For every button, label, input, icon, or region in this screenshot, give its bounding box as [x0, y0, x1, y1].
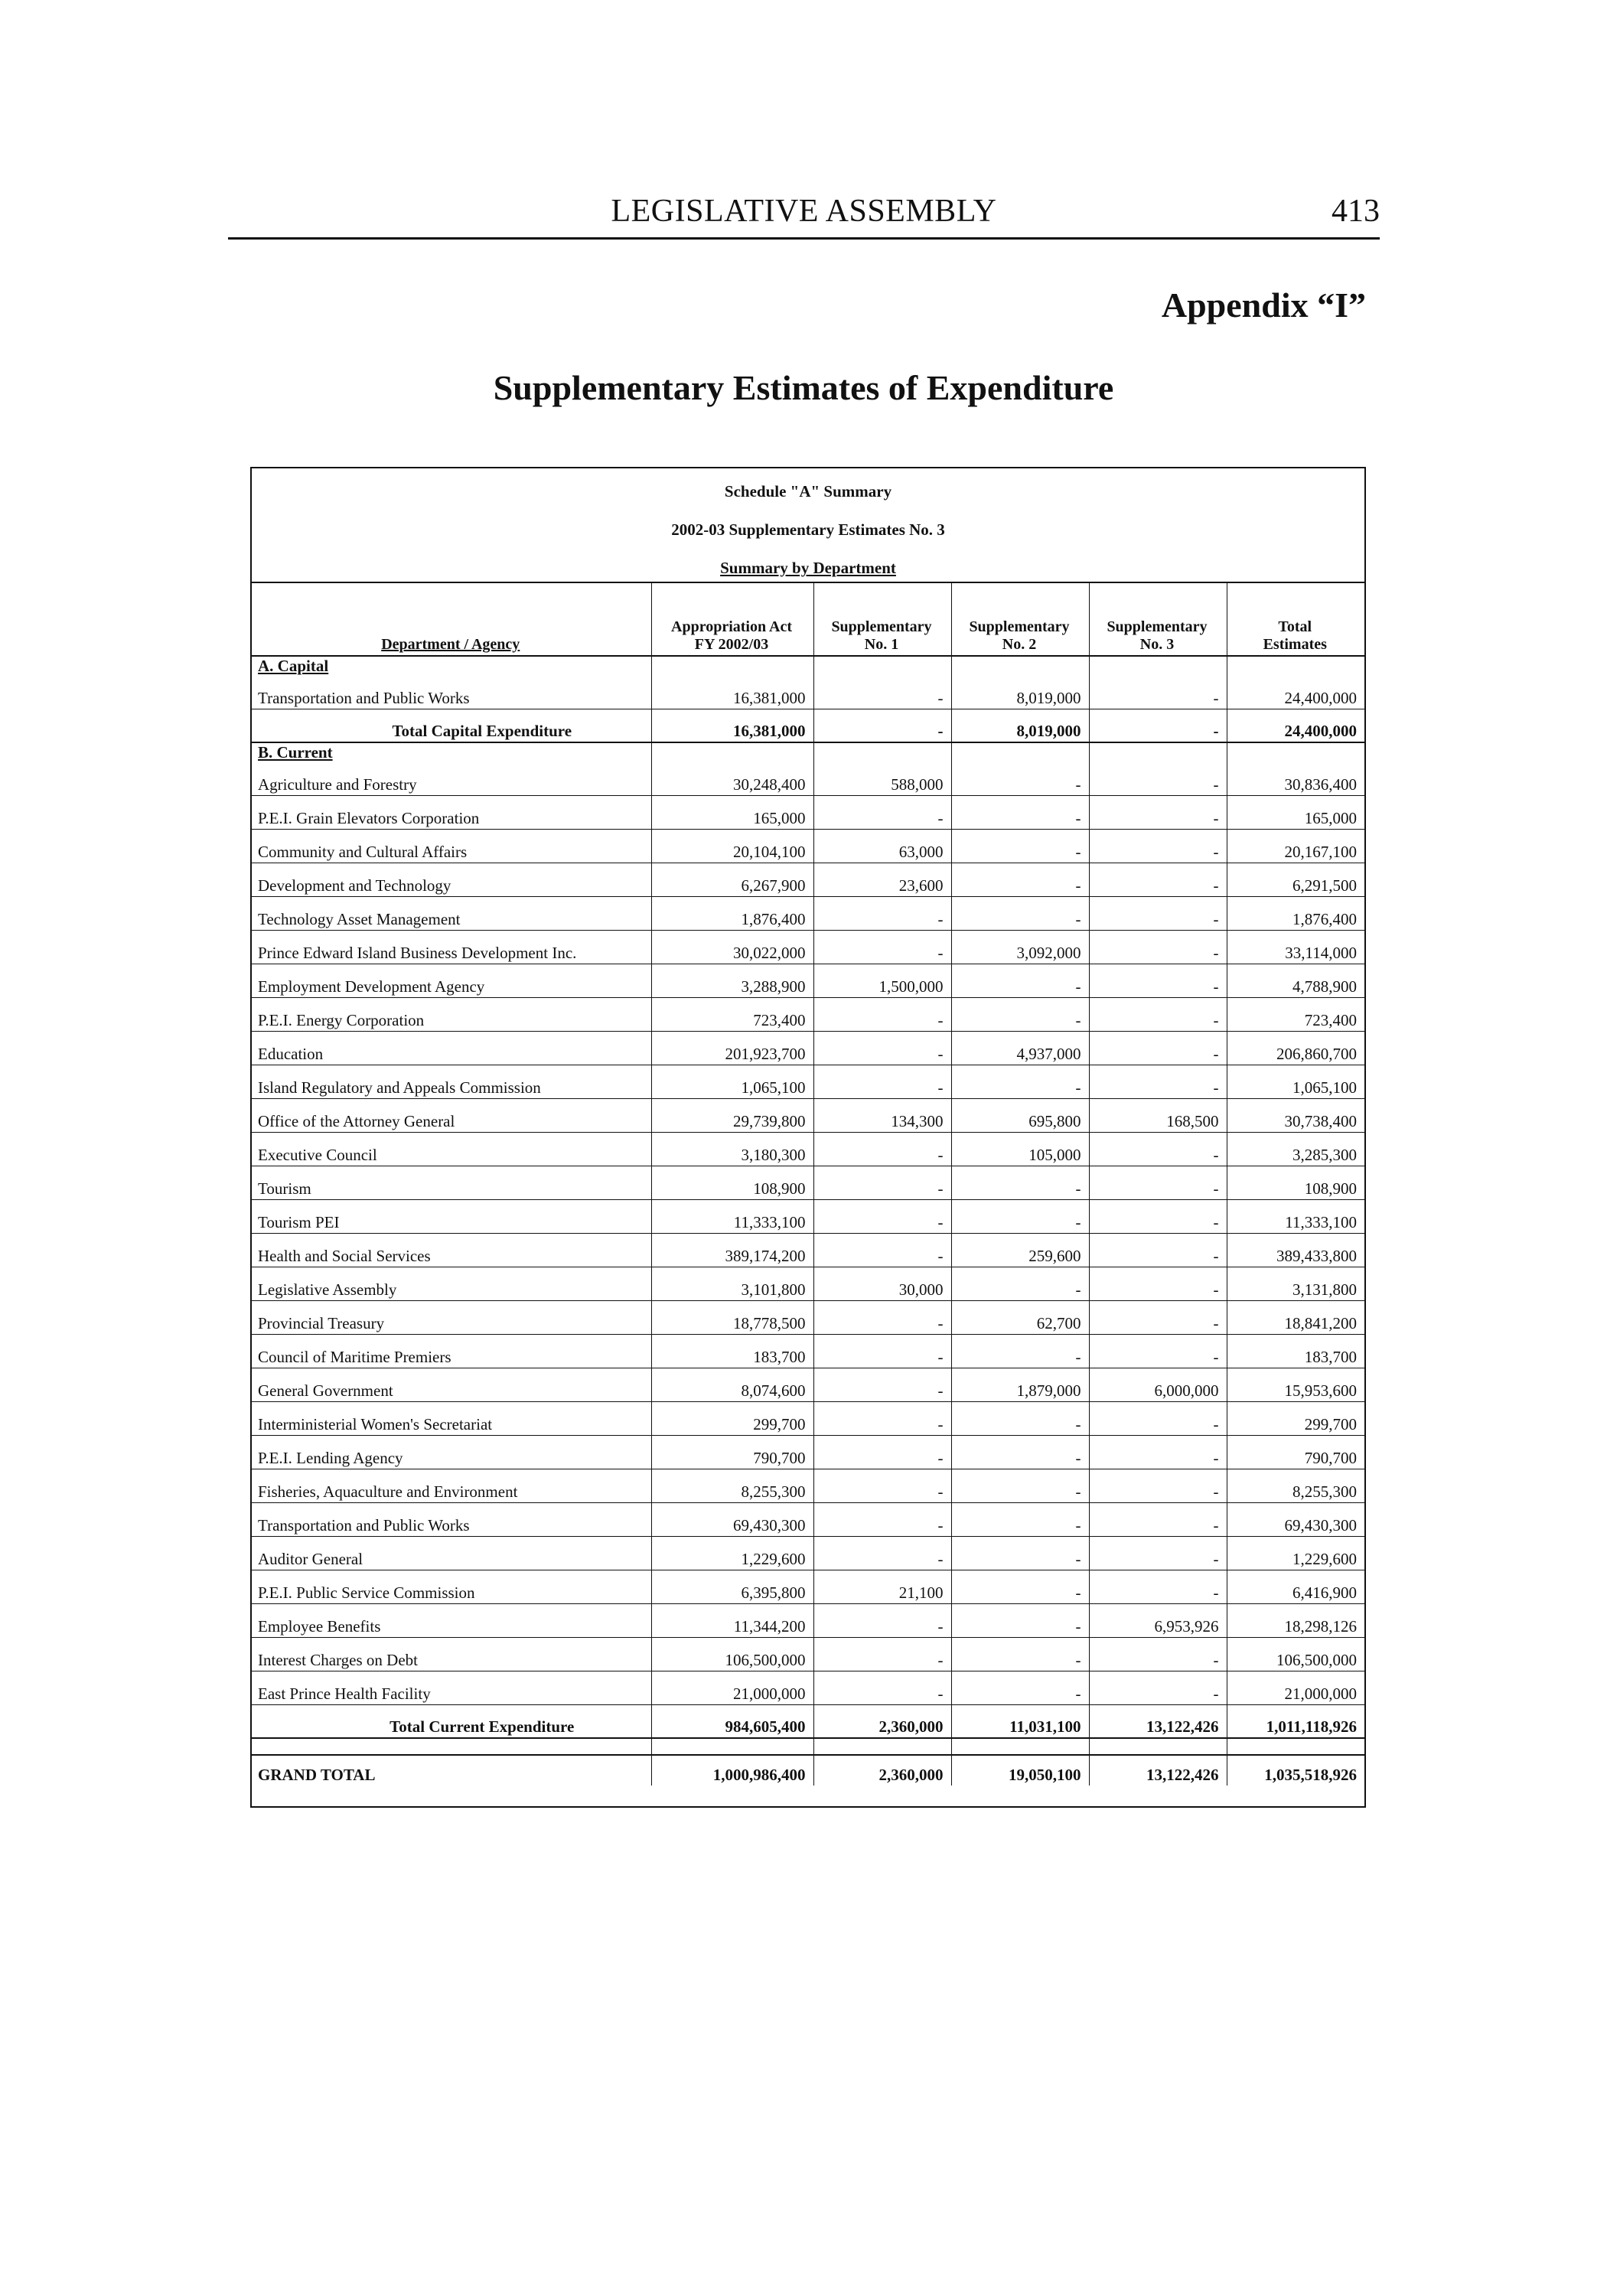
supplementary-3-cell: - [1089, 1570, 1227, 1603]
table-body [252, 656, 1364, 1786]
appropriation-cell: 984,605,400 [651, 1704, 813, 1738]
total-estimates-cell: 1,229,600 [1227, 1536, 1364, 1570]
column-header-supplementary-2: Supplementary No. 2 [951, 582, 1089, 656]
department-cell: Development and Technology [252, 863, 651, 896]
total-estimates-cell: 21,000,000 [1227, 1671, 1364, 1704]
supplementary-2-cell: - [951, 1401, 1089, 1435]
total-estimates-cell: 165,000 [1227, 795, 1364, 829]
department-cell: Education [252, 1031, 651, 1065]
department-cell: Auditor General [252, 1536, 651, 1570]
total-estimates-cell: 1,876,400 [1227, 896, 1364, 930]
supplementary-2-cell: 4,937,000 [951, 1031, 1089, 1065]
appropriation-cell: 16,381,000 [651, 677, 813, 709]
appropriation-cell: 29,739,800 [651, 1098, 813, 1132]
total-estimates-cell: 3,131,800 [1227, 1267, 1364, 1300]
department-cell: Total Current Expenditure [252, 1704, 651, 1738]
supplementary-2-cell: 11,031,100 [951, 1704, 1089, 1738]
appropriation-cell: 389,174,200 [651, 1233, 813, 1267]
supplementary-1-cell: - [813, 1233, 951, 1267]
table-row [252, 1065, 1364, 1098]
supplementary-2-cell: - [951, 896, 1089, 930]
table-header-row [252, 582, 1364, 656]
supplementary-3-cell: - [1089, 997, 1227, 1031]
table-row [252, 829, 1364, 863]
supplementary-1-cell: 63,000 [813, 829, 951, 863]
department-cell: Community and Cultural Affairs [252, 829, 651, 863]
supplementary-3-cell: - [1089, 1637, 1227, 1671]
empty-cell [813, 1738, 951, 1755]
supplementary-3-cell: - [1089, 829, 1227, 863]
appropriation-cell: 8,255,300 [651, 1469, 813, 1502]
appropriation-cell: 6,267,900 [651, 863, 813, 896]
table-row [252, 1267, 1364, 1300]
supplementary-2-cell: - [951, 1334, 1089, 1368]
department-cell: Tourism [252, 1166, 651, 1199]
department-cell: Transportation and Public Works [252, 1502, 651, 1536]
supplementary-2-cell: - [951, 1267, 1089, 1300]
total-estimates-cell: 18,298,126 [1227, 1603, 1364, 1637]
supplementary-1-cell: 30,000 [813, 1267, 951, 1300]
appropriation-cell: 108,900 [651, 1166, 813, 1199]
empty-cell [651, 742, 813, 763]
appropriation-cell: 183,700 [651, 1334, 813, 1368]
estimates-table-frame [250, 467, 1366, 1808]
empty-cell [1227, 742, 1364, 763]
supplementary-3-cell: - [1089, 1267, 1227, 1300]
total-estimates-cell: 183,700 [1227, 1334, 1364, 1368]
supplementary-1-cell: - [813, 1368, 951, 1401]
supplementary-2-cell: - [951, 1637, 1089, 1671]
table-row [252, 795, 1364, 829]
supplementary-3-cell: - [1089, 1671, 1227, 1704]
supplementary-3-cell: - [1089, 863, 1227, 896]
table-row [252, 763, 1364, 795]
supplementary-2-cell: 62,700 [951, 1300, 1089, 1334]
supplementary-3-cell: - [1089, 1065, 1227, 1098]
supplementary-3-cell: - [1089, 1031, 1227, 1065]
appropriation-cell: 3,180,300 [651, 1132, 813, 1166]
supplementary-2-cell: 3,092,000 [951, 930, 1089, 964]
appropriation-cell: 20,104,100 [651, 829, 813, 863]
appropriation-cell: 30,022,000 [651, 930, 813, 964]
appropriation-cell: 11,344,200 [651, 1603, 813, 1637]
total-estimates-cell: 389,433,800 [1227, 1233, 1364, 1267]
schedule-subtitle: 2002-03 Supplementary Estimates No. 3 [671, 520, 945, 539]
department-cell: P.E.I. Grain Elevators Corporation [252, 795, 651, 829]
table-row [252, 1199, 1364, 1233]
supplementary-2-cell: - [951, 1065, 1089, 1098]
estimates-table [252, 582, 1364, 1786]
grand-total-row [252, 1755, 1364, 1786]
appropriation-cell: 790,700 [651, 1435, 813, 1469]
supplementary-3-cell: 6,000,000 [1089, 1368, 1227, 1401]
supplementary-2-cell: 105,000 [951, 1132, 1089, 1166]
appropriation-cell: 69,430,300 [651, 1502, 813, 1536]
total-estimates-cell: 723,400 [1227, 997, 1364, 1031]
supplementary-1-cell: 21,100 [813, 1570, 951, 1603]
supplementary-1-cell: 23,600 [813, 863, 951, 896]
supplementary-1-cell: - [813, 1435, 951, 1469]
appropriation-cell: 8,074,600 [651, 1368, 813, 1401]
running-title: LEGISLATIVE ASSEMBLY [611, 194, 997, 229]
spacer-row [252, 1738, 1364, 1755]
department-cell: Tourism PEI [252, 1199, 651, 1233]
table-row [252, 863, 1364, 896]
supplementary-3-cell: 6,953,926 [1089, 1603, 1227, 1637]
total-estimates-cell: 11,333,100 [1227, 1199, 1364, 1233]
section-heading-capital-label: A. Capital [258, 657, 329, 675]
supplementary-1-cell: - [813, 1199, 951, 1233]
supplementary-3-cell: - [1089, 1334, 1227, 1368]
supplementary-2-cell: - [951, 1435, 1089, 1469]
empty-cell [1227, 656, 1364, 677]
supplementary-1-cell: 2,360,000 [813, 1755, 951, 1786]
supplementary-3-cell: - [1089, 1132, 1227, 1166]
supplementary-2-cell: - [951, 1603, 1089, 1637]
supplementary-3-cell: - [1089, 1469, 1227, 1502]
column-header-total: Total Estimates [1227, 582, 1364, 656]
total-estimates-cell: 3,285,300 [1227, 1132, 1364, 1166]
department-cell: Interest Charges on Debt [252, 1637, 651, 1671]
total-estimates-cell: 30,738,400 [1227, 1098, 1364, 1132]
supplementary-2-cell: - [951, 1502, 1089, 1536]
supplementary-2-cell: - [951, 1536, 1089, 1570]
table-row [252, 896, 1364, 930]
empty-cell [252, 1738, 651, 1755]
table-row [252, 1233, 1364, 1267]
appropriation-cell: 1,000,986,400 [651, 1755, 813, 1786]
total-estimates-cell: 4,788,900 [1227, 964, 1364, 997]
supplementary-3-cell: - [1089, 964, 1227, 997]
empty-cell [651, 656, 813, 677]
supplementary-2-cell: - [951, 829, 1089, 863]
supplementary-2-cell: 1,879,000 [951, 1368, 1089, 1401]
appropriation-cell: 1,876,400 [651, 896, 813, 930]
empty-cell [951, 742, 1089, 763]
total-estimates-cell: 33,114,000 [1227, 930, 1364, 964]
supplementary-2-cell: 8,019,000 [951, 709, 1089, 742]
table-row [252, 1166, 1364, 1199]
department-cell: Total Capital Expenditure [252, 709, 651, 742]
department-cell: Employment Development Agency [252, 964, 651, 997]
table-row [252, 997, 1364, 1031]
department-cell: P.E.I. Public Service Commission [252, 1570, 651, 1603]
supplementary-3-cell: 13,122,426 [1089, 1755, 1227, 1786]
supplementary-1-cell: - [813, 1334, 951, 1368]
table-row [252, 1401, 1364, 1435]
supplementary-3-cell: - [1089, 1166, 1227, 1199]
supplementary-1-cell: - [813, 1031, 951, 1065]
supplementary-1-cell: - [813, 1502, 951, 1536]
appropriation-cell: 106,500,000 [651, 1637, 813, 1671]
supplementary-2-cell: 19,050,100 [951, 1755, 1089, 1786]
supplementary-3-cell: - [1089, 1300, 1227, 1334]
department-cell: Legislative Assembly [252, 1267, 651, 1300]
table-row [252, 964, 1364, 997]
department-cell: Executive Council [252, 1132, 651, 1166]
total-estimates-cell: 790,700 [1227, 1435, 1364, 1469]
empty-cell [813, 656, 951, 677]
supplementary-1-cell: - [813, 795, 951, 829]
column-header-department: Department / Agency [252, 582, 651, 656]
department-cell: Agriculture and Forestry [252, 763, 651, 795]
column-header-appropriation: Appropriation Act FY 2002/03 [651, 582, 813, 656]
empty-cell [1089, 1738, 1227, 1755]
appropriation-cell: 3,288,900 [651, 964, 813, 997]
supplementary-3-cell: - [1089, 763, 1227, 795]
schedule-summary-label: Summary by Department [720, 559, 896, 577]
appropriation-cell: 11,333,100 [651, 1199, 813, 1233]
table-row [252, 1368, 1364, 1401]
total-estimates-cell: 20,167,100 [1227, 829, 1364, 863]
department-cell: Interministerial Women's Secretariat [252, 1401, 651, 1435]
supplementary-1-cell: - [813, 896, 951, 930]
column-header-supplementary-3: Supplementary No. 3 [1089, 582, 1227, 656]
total-estimates-cell: 1,065,100 [1227, 1065, 1364, 1098]
supplementary-2-cell: - [951, 1671, 1089, 1704]
department-cell: Transportation and Public Works [252, 677, 651, 709]
supplementary-1-cell: 134,300 [813, 1098, 951, 1132]
total-estimates-cell: 24,400,000 [1227, 677, 1364, 709]
total-estimates-cell: 8,255,300 [1227, 1469, 1364, 1502]
supplementary-1-cell: - [813, 1603, 951, 1637]
empty-cell [651, 1738, 813, 1755]
department-cell: P.E.I. Lending Agency [252, 1435, 651, 1469]
supplementary-2-cell: - [951, 997, 1089, 1031]
table-row [252, 1469, 1364, 1502]
supplementary-3-cell: - [1089, 677, 1227, 709]
department-cell: East Prince Health Facility [252, 1671, 651, 1704]
total-estimates-cell: 30,836,400 [1227, 763, 1364, 795]
supplementary-2-cell: - [951, 763, 1089, 795]
table-row [252, 1603, 1364, 1637]
appropriation-cell: 30,248,400 [651, 763, 813, 795]
appendix-label: Appendix “I” [1161, 285, 1366, 325]
supplementary-1-cell: - [813, 1401, 951, 1435]
supplementary-3-cell: - [1089, 795, 1227, 829]
table-row [252, 1300, 1364, 1334]
appropriation-cell: 6,395,800 [651, 1570, 813, 1603]
total-capital-row [252, 709, 1364, 742]
table-row [252, 1637, 1364, 1671]
supplementary-3-cell: - [1089, 1233, 1227, 1267]
supplementary-1-cell: - [813, 1536, 951, 1570]
appropriation-cell: 16,381,000 [651, 709, 813, 742]
supplementary-1-cell: - [813, 1469, 951, 1502]
department-cell: GRAND TOTAL [258, 1766, 376, 1784]
appropriation-cell: 1,229,600 [651, 1536, 813, 1570]
appropriation-cell: 165,000 [651, 795, 813, 829]
appropriation-cell: 723,400 [651, 997, 813, 1031]
appropriation-cell: 299,700 [651, 1401, 813, 1435]
total-estimates-cell: 24,400,000 [1227, 709, 1364, 742]
total-estimates-cell: 1,011,118,926 [1227, 1704, 1364, 1738]
total-estimates-cell: 1,035,518,926 [1227, 1755, 1364, 1786]
supplementary-2-cell: - [951, 863, 1089, 896]
supplementary-2-cell: 8,019,000 [951, 677, 1089, 709]
supplementary-3-cell: 168,500 [1089, 1098, 1227, 1132]
table-row [252, 1031, 1364, 1065]
supplementary-3-cell: - [1089, 896, 1227, 930]
section-heading-capital [252, 656, 1364, 677]
table-row [252, 1502, 1364, 1536]
page-header [228, 193, 1380, 240]
total-estimates-cell: 108,900 [1227, 1166, 1364, 1199]
supplementary-2-cell: - [951, 964, 1089, 997]
supplementary-1-cell: - [813, 1166, 951, 1199]
supplementary-2-cell: - [951, 1570, 1089, 1603]
supplementary-1-cell: - [813, 997, 951, 1031]
supplementary-3-cell: - [1089, 1199, 1227, 1233]
department-cell: Employee Benefits [252, 1603, 651, 1637]
supplementary-3-cell: - [1089, 1502, 1227, 1536]
total-estimates-cell: 206,860,700 [1227, 1031, 1364, 1065]
supplementary-2-cell: - [951, 1199, 1089, 1233]
supplementary-2-cell: - [951, 1166, 1089, 1199]
supplementary-3-cell: - [1089, 930, 1227, 964]
total-estimates-cell: 69,430,300 [1227, 1502, 1364, 1536]
department-cell: Technology Asset Management [252, 896, 651, 930]
appropriation-cell: 1,065,100 [651, 1065, 813, 1098]
empty-cell [951, 1738, 1089, 1755]
empty-cell [1227, 1738, 1364, 1755]
supplementary-2-cell: 695,800 [951, 1098, 1089, 1132]
department-cell: Council of Maritime Premiers [252, 1334, 651, 1368]
supplementary-1-cell: 588,000 [813, 763, 951, 795]
appropriation-cell: 21,000,000 [651, 1671, 813, 1704]
department-cell: Health and Social Services [252, 1233, 651, 1267]
total-estimates-cell: 299,700 [1227, 1401, 1364, 1435]
department-cell: Island Regulatory and Appeals Commission [252, 1065, 651, 1098]
supplementary-1-cell: - [813, 930, 951, 964]
page-number: 413 [1332, 194, 1380, 229]
supplementary-2-cell: - [951, 795, 1089, 829]
department-cell: Provincial Treasury [252, 1300, 651, 1334]
empty-cell [1089, 742, 1227, 763]
supplementary-1-cell: - [813, 1671, 951, 1704]
table-row [252, 1132, 1364, 1166]
supplementary-3-cell: 13,122,426 [1089, 1704, 1227, 1738]
document-title: Supplementary Estimates of Expenditure [493, 368, 1114, 407]
supplementary-1-cell: 2,360,000 [813, 1704, 951, 1738]
supplementary-1-cell: 1,500,000 [813, 964, 951, 997]
supplementary-1-cell: - [813, 709, 951, 742]
appropriation-cell: 18,778,500 [651, 1300, 813, 1334]
supplementary-3-cell: - [1089, 1536, 1227, 1570]
department-cell: P.E.I. Energy Corporation [252, 997, 651, 1031]
table-row [252, 1671, 1364, 1704]
column-header-supplementary-1: Supplementary No. 1 [813, 582, 951, 656]
appropriation-cell: 3,101,800 [651, 1267, 813, 1300]
table-row [252, 1570, 1364, 1603]
total-estimates-cell: 18,841,200 [1227, 1300, 1364, 1334]
total-estimates-cell: 6,416,900 [1227, 1570, 1364, 1603]
empty-cell [1089, 656, 1227, 677]
supplementary-1-cell: - [813, 677, 951, 709]
empty-cell [951, 656, 1089, 677]
table-row [252, 1536, 1364, 1570]
table-row [252, 1334, 1364, 1368]
total-current-row [252, 1704, 1364, 1738]
table-row [252, 1098, 1364, 1132]
total-estimates-cell: 15,953,600 [1227, 1368, 1364, 1401]
supplementary-3-cell: - [1089, 1401, 1227, 1435]
supplementary-1-cell: - [813, 1065, 951, 1098]
supplementary-3-cell: - [1089, 1435, 1227, 1469]
supplementary-1-cell: - [813, 1300, 951, 1334]
supplementary-2-cell: - [951, 1469, 1089, 1502]
department-cell: Prince Edward Island Business Development Inc. [252, 930, 651, 964]
table-row [252, 1435, 1364, 1469]
section-heading-current-label: B. Current [258, 743, 333, 762]
department-cell: General Government [252, 1368, 651, 1401]
total-estimates-cell: 6,291,500 [1227, 863, 1364, 896]
department-cell: Office of the Attorney General [252, 1098, 651, 1132]
department-cell: Fisheries, Aquaculture and Environment [252, 1469, 651, 1502]
supplementary-1-cell: - [813, 1132, 951, 1166]
supplementary-2-cell: 259,600 [951, 1233, 1089, 1267]
supplementary-1-cell: - [813, 1637, 951, 1671]
appropriation-cell: 201,923,700 [651, 1031, 813, 1065]
table-row [252, 930, 1364, 964]
table-row [252, 677, 1364, 709]
empty-cell [813, 742, 951, 763]
supplementary-3-cell: - [1089, 709, 1227, 742]
total-estimates-cell: 106,500,000 [1227, 1637, 1364, 1671]
section-heading-current [252, 742, 1364, 763]
schedule-title: Schedule "A" Summary [724, 482, 892, 501]
